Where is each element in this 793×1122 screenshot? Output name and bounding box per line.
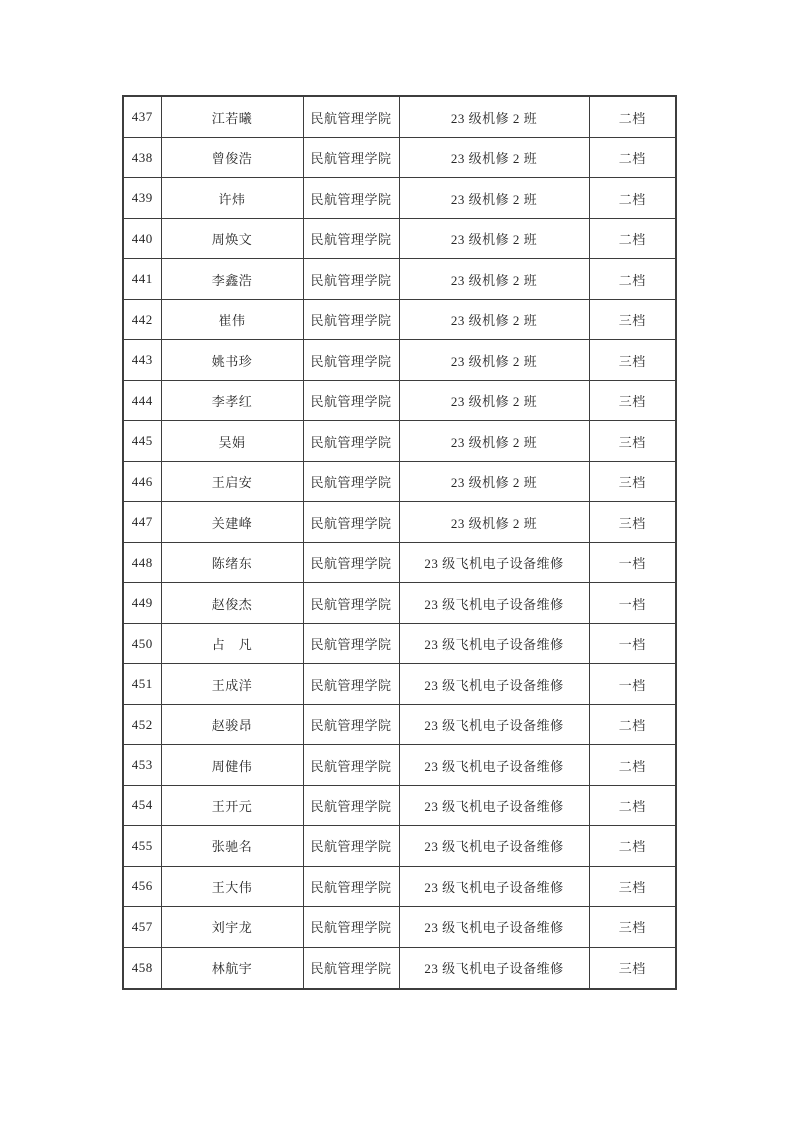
table-row xyxy=(123,664,676,704)
cell-college: 民航管理学院 xyxy=(303,785,399,825)
table-row xyxy=(123,947,676,989)
cell-row-number: 444 xyxy=(123,380,161,420)
cell-college: 民航管理学院 xyxy=(303,380,399,420)
cell-row-number: 449 xyxy=(123,583,161,623)
cell-college: 民航管理学院 xyxy=(303,299,399,339)
cell-student-name: 张驰名 xyxy=(161,826,303,866)
cell-row-number: 452 xyxy=(123,704,161,744)
cell-tier: 二档 xyxy=(589,745,676,785)
cell-student-name: 许炜 xyxy=(161,178,303,218)
cell-college: 民航管理学院 xyxy=(303,178,399,218)
cell-student-name: 王启安 xyxy=(161,461,303,501)
cell-class-name: 23 级机修 2 班 xyxy=(399,421,589,461)
cell-student-name: 王开元 xyxy=(161,785,303,825)
cell-row-number: 455 xyxy=(123,826,161,866)
cell-student-name: 崔伟 xyxy=(161,299,303,339)
cell-college: 民航管理学院 xyxy=(303,461,399,501)
cell-row-number: 457 xyxy=(123,907,161,947)
cell-college: 民航管理学院 xyxy=(303,745,399,785)
cell-tier: 一档 xyxy=(589,542,676,582)
cell-tier: 二档 xyxy=(589,826,676,866)
cell-row-number: 458 xyxy=(123,947,161,989)
cell-student-name: 周健伟 xyxy=(161,745,303,785)
cell-tier: 三档 xyxy=(589,947,676,989)
table-row xyxy=(123,583,676,623)
cell-class-name: 23 级飞机电子设备维修 xyxy=(399,826,589,866)
cell-college: 民航管理学院 xyxy=(303,340,399,380)
cell-student-name: 李孝红 xyxy=(161,380,303,420)
cell-college: 民航管理学院 xyxy=(303,866,399,906)
cell-tier: 三档 xyxy=(589,461,676,501)
cell-row-number: 442 xyxy=(123,299,161,339)
cell-class-name: 23 级飞机电子设备维修 xyxy=(399,664,589,704)
table-row xyxy=(123,826,676,866)
cell-class-name: 23 级飞机电子设备维修 xyxy=(399,542,589,582)
cell-class-name: 23 级机修 2 班 xyxy=(399,299,589,339)
cell-student-name: 姚书珍 xyxy=(161,340,303,380)
cell-class-name: 23 级飞机电子设备维修 xyxy=(399,947,589,989)
cell-row-number: 456 xyxy=(123,866,161,906)
cell-class-name: 23 级机修 2 班 xyxy=(399,461,589,501)
cell-row-number: 437 xyxy=(123,96,161,138)
cell-student-name: 赵骏昂 xyxy=(161,704,303,744)
cell-row-number: 438 xyxy=(123,138,161,178)
table-row xyxy=(123,745,676,785)
cell-college: 民航管理学院 xyxy=(303,664,399,704)
table-row xyxy=(123,866,676,906)
cell-student-name: 曾俊浩 xyxy=(161,138,303,178)
cell-class-name: 23 级机修 2 班 xyxy=(399,340,589,380)
cell-college: 民航管理学院 xyxy=(303,218,399,258)
cell-student-name: 吴娟 xyxy=(161,421,303,461)
cell-student-name: 关建峰 xyxy=(161,502,303,542)
cell-row-number: 451 xyxy=(123,664,161,704)
cell-tier: 二档 xyxy=(589,785,676,825)
cell-tier: 二档 xyxy=(589,138,676,178)
cell-row-number: 453 xyxy=(123,745,161,785)
cell-tier: 三档 xyxy=(589,502,676,542)
cell-class-name: 23 级机修 2 班 xyxy=(399,96,589,138)
cell-class-name: 23 级机修 2 班 xyxy=(399,380,589,420)
cell-college: 民航管理学院 xyxy=(303,542,399,582)
cell-tier: 二档 xyxy=(589,178,676,218)
cell-row-number: 447 xyxy=(123,502,161,542)
table-row xyxy=(123,907,676,947)
cell-tier: 三档 xyxy=(589,299,676,339)
cell-class-name: 23 级机修 2 班 xyxy=(399,178,589,218)
cell-class-name: 23 级机修 2 班 xyxy=(399,138,589,178)
cell-row-number: 439 xyxy=(123,178,161,218)
cell-college: 民航管理学院 xyxy=(303,826,399,866)
cell-tier: 三档 xyxy=(589,340,676,380)
table-row xyxy=(123,542,676,582)
table-body xyxy=(123,96,676,989)
cell-tier: 一档 xyxy=(589,623,676,663)
cell-row-number: 450 xyxy=(123,623,161,663)
table-row xyxy=(123,259,676,299)
cell-college: 民航管理学院 xyxy=(303,421,399,461)
cell-college: 民航管理学院 xyxy=(303,502,399,542)
cell-student-name: 李鑫浩 xyxy=(161,259,303,299)
cell-student-name: 王大伟 xyxy=(161,866,303,906)
table-row xyxy=(123,138,676,178)
cell-class-name: 23 级机修 2 班 xyxy=(399,259,589,299)
cell-student-name: 王成洋 xyxy=(161,664,303,704)
cell-class-name: 23 级飞机电子设备维修 xyxy=(399,704,589,744)
cell-college: 民航管理学院 xyxy=(303,259,399,299)
table-row xyxy=(123,178,676,218)
cell-student-name: 周焕文 xyxy=(161,218,303,258)
cell-student-name: 林航宇 xyxy=(161,947,303,989)
cell-class-name: 23 级飞机电子设备维修 xyxy=(399,866,589,906)
cell-row-number: 440 xyxy=(123,218,161,258)
cell-class-name: 23 级飞机电子设备维修 xyxy=(399,785,589,825)
cell-row-number: 443 xyxy=(123,340,161,380)
cell-student-name: 陈绪东 xyxy=(161,542,303,582)
cell-row-number: 441 xyxy=(123,259,161,299)
table-row xyxy=(123,421,676,461)
cell-tier: 二档 xyxy=(589,96,676,138)
cell-student-name: 刘宇龙 xyxy=(161,907,303,947)
cell-class-name: 23 级机修 2 班 xyxy=(399,218,589,258)
cell-tier: 三档 xyxy=(589,866,676,906)
cell-student-name: 赵俊杰 xyxy=(161,583,303,623)
cell-class-name: 23 级机修 2 班 xyxy=(399,502,589,542)
cell-class-name: 23 级飞机电子设备维修 xyxy=(399,907,589,947)
table-row xyxy=(123,299,676,339)
cell-class-name: 23 级飞机电子设备维修 xyxy=(399,745,589,785)
cell-class-name: 23 级飞机电子设备维修 xyxy=(399,583,589,623)
cell-college: 民航管理学院 xyxy=(303,138,399,178)
cell-college: 民航管理学院 xyxy=(303,947,399,989)
cell-tier: 二档 xyxy=(589,259,676,299)
table-row xyxy=(123,785,676,825)
table-row xyxy=(123,461,676,501)
table-row xyxy=(123,704,676,744)
table-row xyxy=(123,96,676,138)
cell-college: 民航管理学院 xyxy=(303,96,399,138)
cell-student-name: 占 凡 xyxy=(161,623,303,663)
cell-row-number: 446 xyxy=(123,461,161,501)
cell-college: 民航管理学院 xyxy=(303,623,399,663)
table-row xyxy=(123,380,676,420)
table-row xyxy=(123,623,676,663)
cell-tier: 一档 xyxy=(589,664,676,704)
cell-college: 民航管理学院 xyxy=(303,704,399,744)
table-row xyxy=(123,218,676,258)
cell-college: 民航管理学院 xyxy=(303,907,399,947)
cell-class-name: 23 级飞机电子设备维修 xyxy=(399,623,589,663)
cell-row-number: 445 xyxy=(123,421,161,461)
table-row xyxy=(123,340,676,380)
student-tier-table xyxy=(122,95,677,990)
cell-tier: 三档 xyxy=(589,380,676,420)
cell-college: 民航管理学院 xyxy=(303,583,399,623)
cell-tier: 三档 xyxy=(589,421,676,461)
cell-tier: 三档 xyxy=(589,907,676,947)
cell-tier: 二档 xyxy=(589,704,676,744)
cell-row-number: 454 xyxy=(123,785,161,825)
table-row xyxy=(123,502,676,542)
cell-tier: 一档 xyxy=(589,583,676,623)
cell-row-number: 448 xyxy=(123,542,161,582)
cell-student-name: 江若曦 xyxy=(161,96,303,138)
cell-tier: 二档 xyxy=(589,218,676,258)
